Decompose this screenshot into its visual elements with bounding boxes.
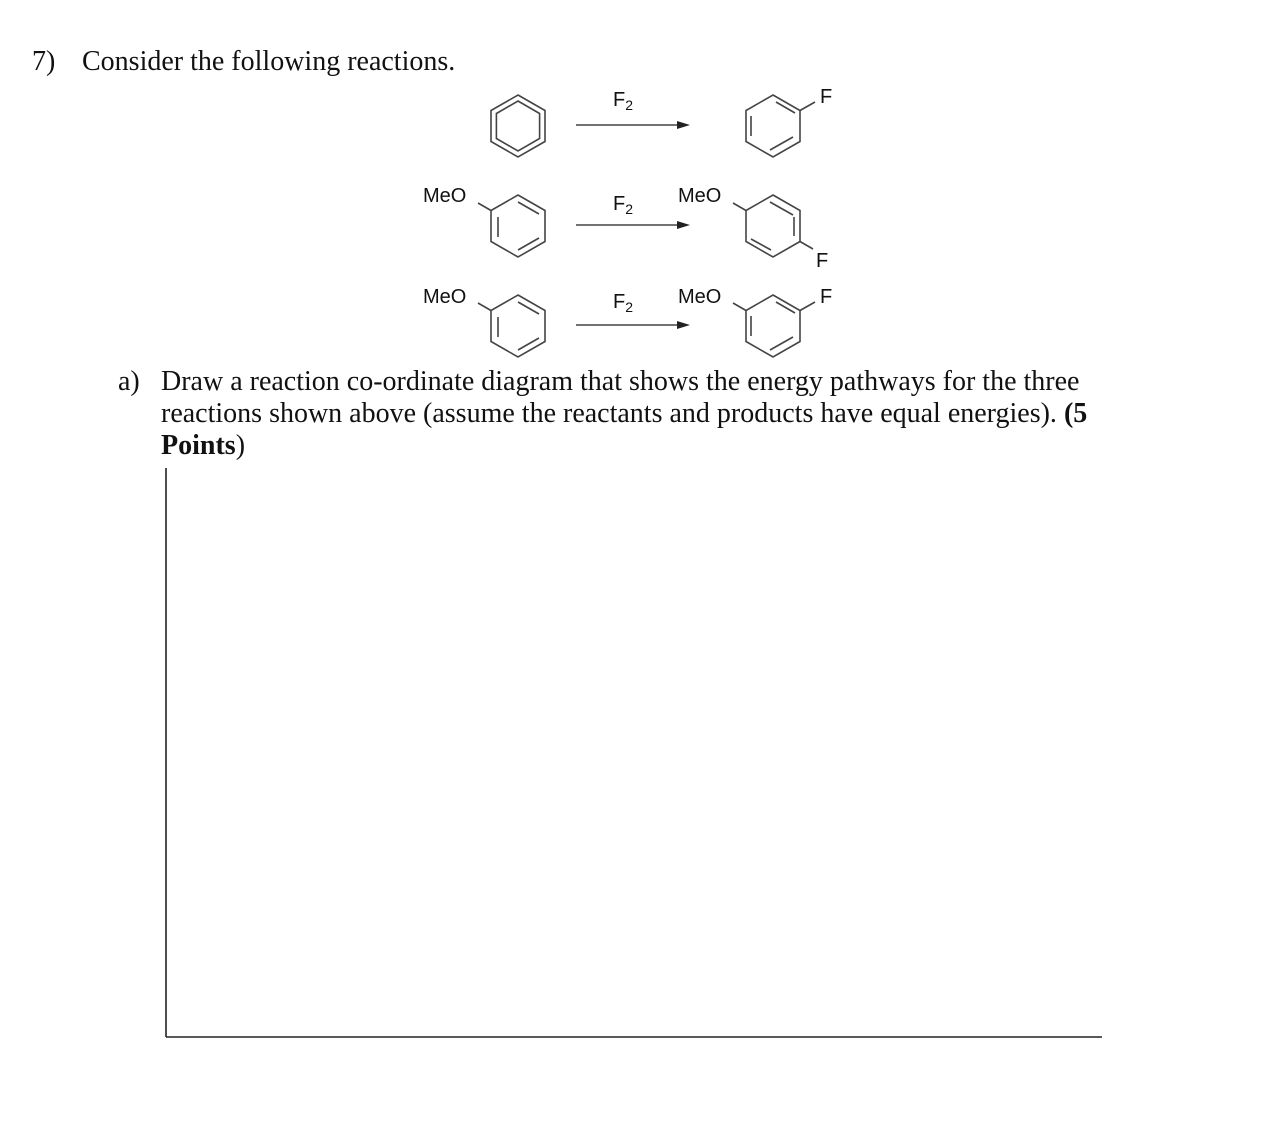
question-number: 7) xyxy=(32,46,56,77)
reagent-label-3: $F_2$ xyxy=(613,291,634,315)
question-prompt: Consider the following reactions. xyxy=(82,46,456,77)
benzene-ring-product-2 xyxy=(733,195,813,257)
part-a-points-paren: ) xyxy=(235,430,246,461)
benzene-ring-product-3 xyxy=(733,295,815,357)
methoxy-label-reactant-3: MeO xyxy=(423,286,467,308)
fluorine-label-product-1: F xyxy=(820,86,833,108)
methoxy-label-product-3: MeO xyxy=(678,286,722,308)
fluorine-label-product-2: F xyxy=(816,250,829,272)
diagram-answer-area[interactable] xyxy=(168,470,1102,1036)
part-a-text-block xyxy=(161,366,1121,462)
reagent-label-2: $F_2$ xyxy=(613,193,634,217)
part-a-text: Draw a reaction co-ordinate diagram that shows the energy pathways for the three reactions shown above (assume the reactants and products have equal energies). xyxy=(161,366,1080,429)
arrowhead-1 xyxy=(677,121,690,129)
benzene-ring-reactant-2 xyxy=(478,195,545,257)
benzene-ring-reactant-3 xyxy=(478,295,545,357)
part-a-letter: a) xyxy=(118,366,140,397)
arrowhead-2 xyxy=(677,221,690,229)
part-a-points-open: (5 xyxy=(1063,398,1088,429)
part-a-points-label: Points xyxy=(161,430,236,461)
reaction-scheme xyxy=(0,0,1266,380)
arrowhead-3 xyxy=(677,321,690,329)
reagent-label-1: $F_2$ xyxy=(613,89,634,113)
methoxy-label-product-2: MeO xyxy=(678,185,722,207)
methoxy-label-reactant-2: MeO xyxy=(423,185,467,207)
benzene-ring-reactant-1 xyxy=(491,95,545,157)
benzene-ring-product-1 xyxy=(746,95,815,157)
fluorine-label-product-3: F xyxy=(820,286,833,308)
